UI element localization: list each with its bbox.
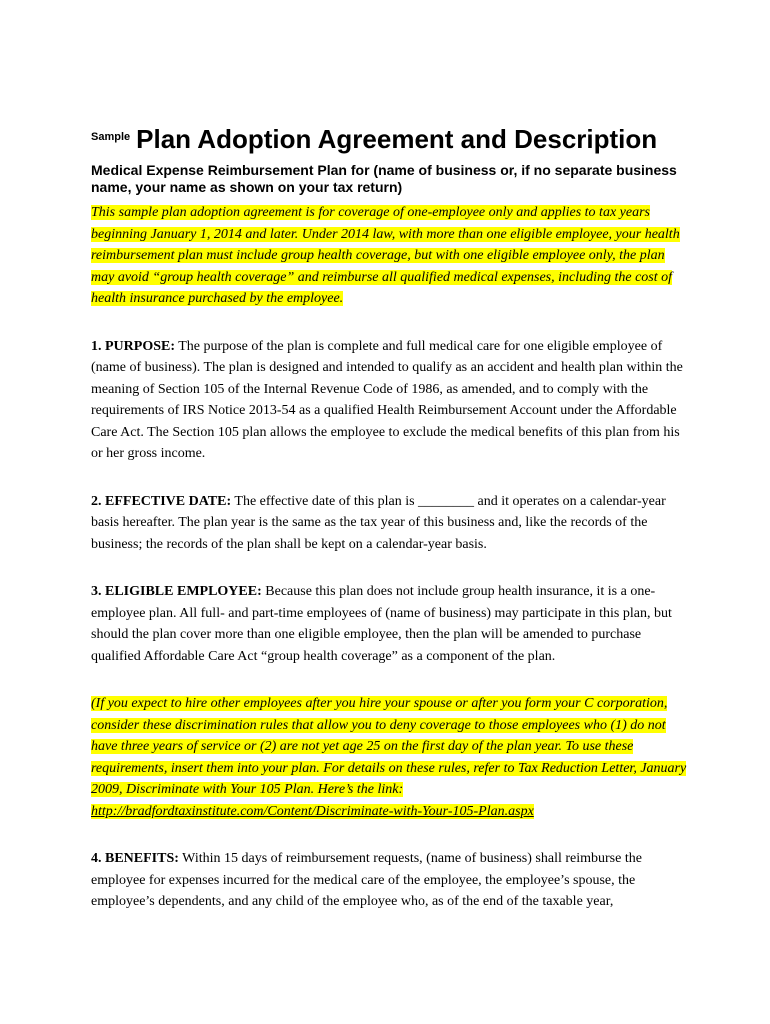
document-title: [91, 120, 691, 161]
eligible-employee-text: Because this plan does not include group health insurance, it is a one-employee plan. All full- and part-time employees of (name of business) may participate in this plan, but should the plan cover more than one eligible employee, then the plan will be amended to purchase qualified Affordable Care Act “group health coverage” as a component of the plan.: [91, 584, 672, 664]
intro-note: [91, 202, 691, 310]
eligible-employee-heading: 3. ELIGIBLE EMPLOYEE:: [91, 584, 262, 599]
discrimination-note-text: (If you expect to hire other employees after you hire your spouse or after you form your C corporation, consider these discrimination rules that allow you to deny coverage to those employees who (1) do not have three years of service or (2) are not yet age 25 on the first day of the plan year. To use these requirements, insert them into your plan. For details on these rules, refer to Tax Reduction Letter, January 2009, Discriminate with Your 105 Plan. Here’s the link:: [91, 696, 687, 797]
section-effective-date: [91, 491, 691, 556]
benefits-text: Within 15 days of reimbursement requests, (name of business) shall reimburse the employee for expenses incurred for the medical care of the employee, the employee’s spouse, the employee’s dependents, and any child of the employee who, as of the end of the taxable year,: [91, 851, 642, 909]
effective-date-heading: 2. EFFECTIVE DATE:: [91, 493, 232, 509]
section-eligible-employee: [91, 581, 691, 667]
document-subtitle: Medical Expense Reimbursement Plan for (name of business or, if no separate business name, your name as shown on your tax return): [91, 162, 677, 195]
benefits-heading: 4. BENEFITS:: [91, 851, 179, 866]
discrimination-note: [91, 693, 691, 822]
purpose-text: The purpose of the plan is complete and full medical care for one eligible employee of (name of business). The plan is designed and intended to qualify as an accident and health plan within the meaning of Section 105 of the Internal Revenue Code of 1986, as amended, and to comply with the requirements of IRS Notice 2013-54 as a qualified Health Reimbursement Account under the Affordable Care Act. The Section 105 plan allows the employee to exclude the medical benefits of this plan from his or her gross income.: [91, 338, 683, 461]
purpose-heading: 1. PURPOSE:: [91, 338, 175, 354]
section-benefits: [91, 848, 691, 913]
effective-date-text: The effective date of this plan is ________ and it operates on a calendar-year basis hereafter. The plan year is the same as the tax year of this business and, like the records of the business; the records of the plan shall be kept on a calendar-year basis.: [91, 493, 666, 552]
intro-note-text: This sample plan adoption agreement is for coverage of one-employee only and applies to tax years beginning January 1, 2014 and later. Under 2014 law, with more than one eligible employee, your health reimbursement plan must include group health coverage, but with one eligible employee only, the plan may avoid “group health coverage” and reimburse all qualified medical expenses, including the cost of health insurance purchased by the employee.: [91, 205, 680, 306]
discrimination-rules-link[interactable]: http://bradfordtaxinstitute.com/Content/Discriminate-with-Your-105-Plan.aspx: [91, 803, 534, 819]
document-body: [91, 120, 691, 939]
section-purpose: [91, 336, 691, 465]
title-text: Plan Adoption Agreement and Description: [136, 124, 658, 154]
sample-label: Sample: [91, 131, 131, 143]
